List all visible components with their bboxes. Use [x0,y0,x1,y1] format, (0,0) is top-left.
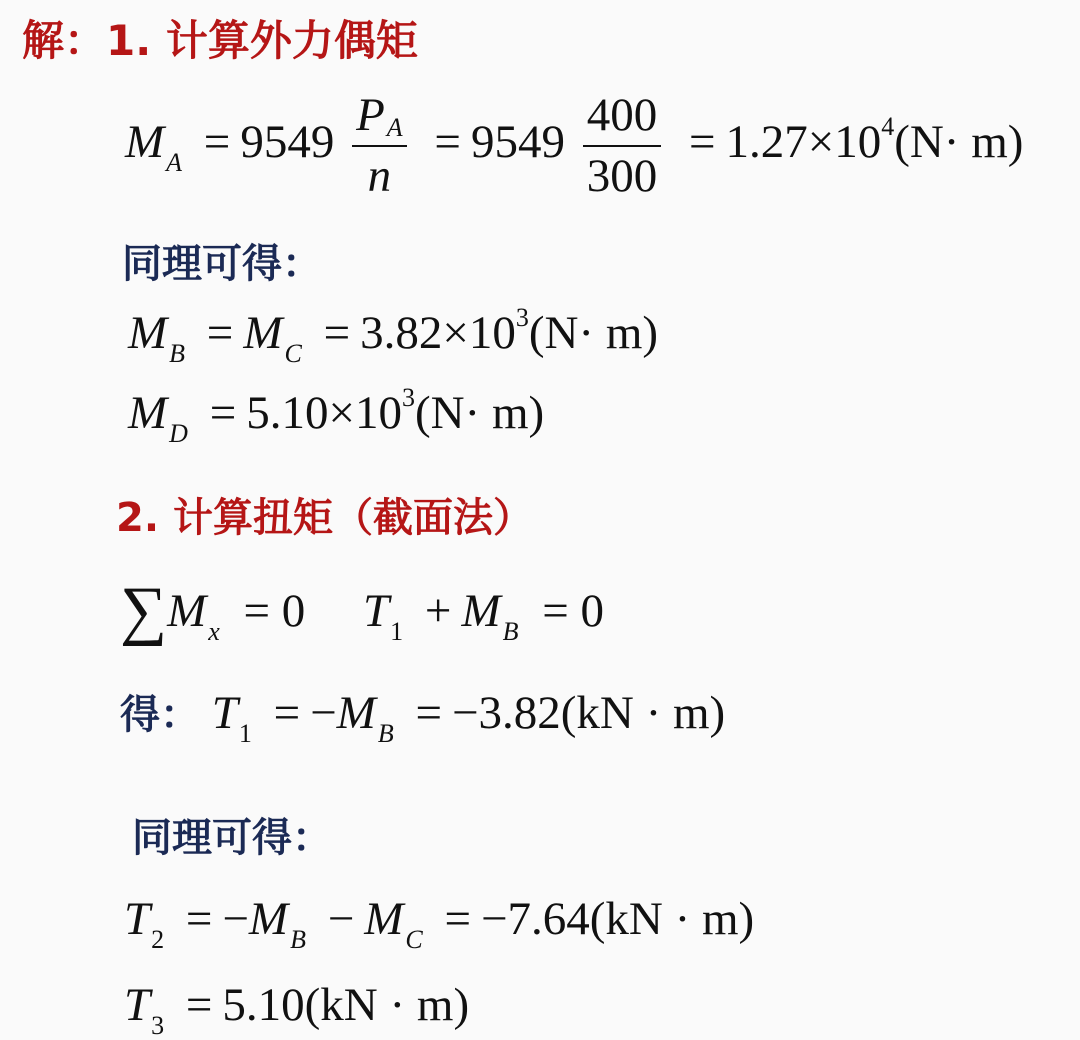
value: 3.82×10 [360,307,516,359]
unit: (N· m) [414,387,545,439]
symbol-M: M [336,687,376,739]
unit: (N· m) [894,115,1024,168]
subscript-1: 1 [390,617,404,646]
similar-label-2: 同理可得： [132,815,332,861]
symbol-M: M [461,585,501,637]
subscript-3: 3 [151,1011,165,1040]
heading-2: 2. 计算扭矩（截面法） [116,495,533,541]
subscript-B: B [290,925,306,954]
symbol-T: T [124,893,151,945]
solution-prefix: 解： [22,16,107,65]
symbol-T: T [124,979,151,1031]
sum-symbol: ∑ [120,574,168,647]
symbol-n: n [367,150,392,202]
equation-MD: $M_D = 5.10\times 10^3(N\cdot m)$ [128,383,545,448]
subscript-D: D [169,419,188,448]
subscript-A: A [386,113,403,142]
symbol-M: M [167,585,207,637]
numerator-400: 400 [583,92,662,147]
value: −3.82(kN · m) [451,687,726,739]
subscript-2: 2 [151,925,165,954]
equation-MB-MC: $M_B = M_C = 3.82\times 10^3(N\cdot m)$ [128,303,659,368]
symbol-M: M [248,893,289,945]
equation-sum: $\sum M_x = 0$ $T_1 + M_B = 0$ [120,574,604,647]
subscript-B: B [502,617,519,646]
symbol-M: M [128,307,168,359]
subscript-C: C [284,339,302,368]
coefficient-9549: 9549 [470,115,565,168]
subscript-x: x [208,617,220,646]
equation-T2: $T_2 = -M_B - M_C = -7.64(kN \cdot m)$ [124,893,755,954]
exponent: 3 [515,303,529,332]
subscript-A: A [166,147,183,177]
symbol-M: M [125,115,165,168]
subscript-C: C [405,925,423,954]
value: 5.10(kN · m) [222,979,470,1031]
value: −7.64(kN · m) [481,893,755,945]
symbol-T: T [211,687,238,739]
fraction-400-over-300 [583,89,662,202]
equation-T3: $T_3 = 5.10(kN \cdot m)$ [124,979,470,1040]
heading-1 [22,8,418,68]
coefficient-9549: 9549 [240,115,335,168]
value: 5.10×10 [246,387,402,439]
similar-label-1: 同理可得： [122,241,322,287]
symbol-M: M [128,387,168,439]
subscript-1: 1 [238,719,252,748]
equation-MA: $M_A = 9549$ $\frac{PA}{n}$ = 9549 $\frac{400}{300}$ = $1.27\times 10^4(N\cdot m)$ [125,89,1024,202]
subscript-B: B [377,719,394,748]
result-T1: 得： $T_1 = -M_B = -3.82(kN \cdot m)$ [120,687,726,748]
symbol-P: P [356,89,385,141]
rhs-zero: = 0 [243,585,306,637]
fraction-P-over-n [352,89,407,202]
symbol-T: T [363,585,390,637]
heading-1-text: 1. 计算外力偶矩 [106,16,418,65]
symbol-M: M [243,307,283,359]
exponent: 4 [881,111,895,141]
denominator-300: 300 [586,150,658,202]
symbol-M: M [364,893,404,945]
rhs-zero: = 0 [542,585,604,637]
result-value: 1.27×10 [725,115,882,168]
unit: (N· m) [528,307,659,359]
result-label: 得： [120,692,200,738]
exponent: 3 [401,383,415,412]
subscript-B: B [169,339,186,368]
